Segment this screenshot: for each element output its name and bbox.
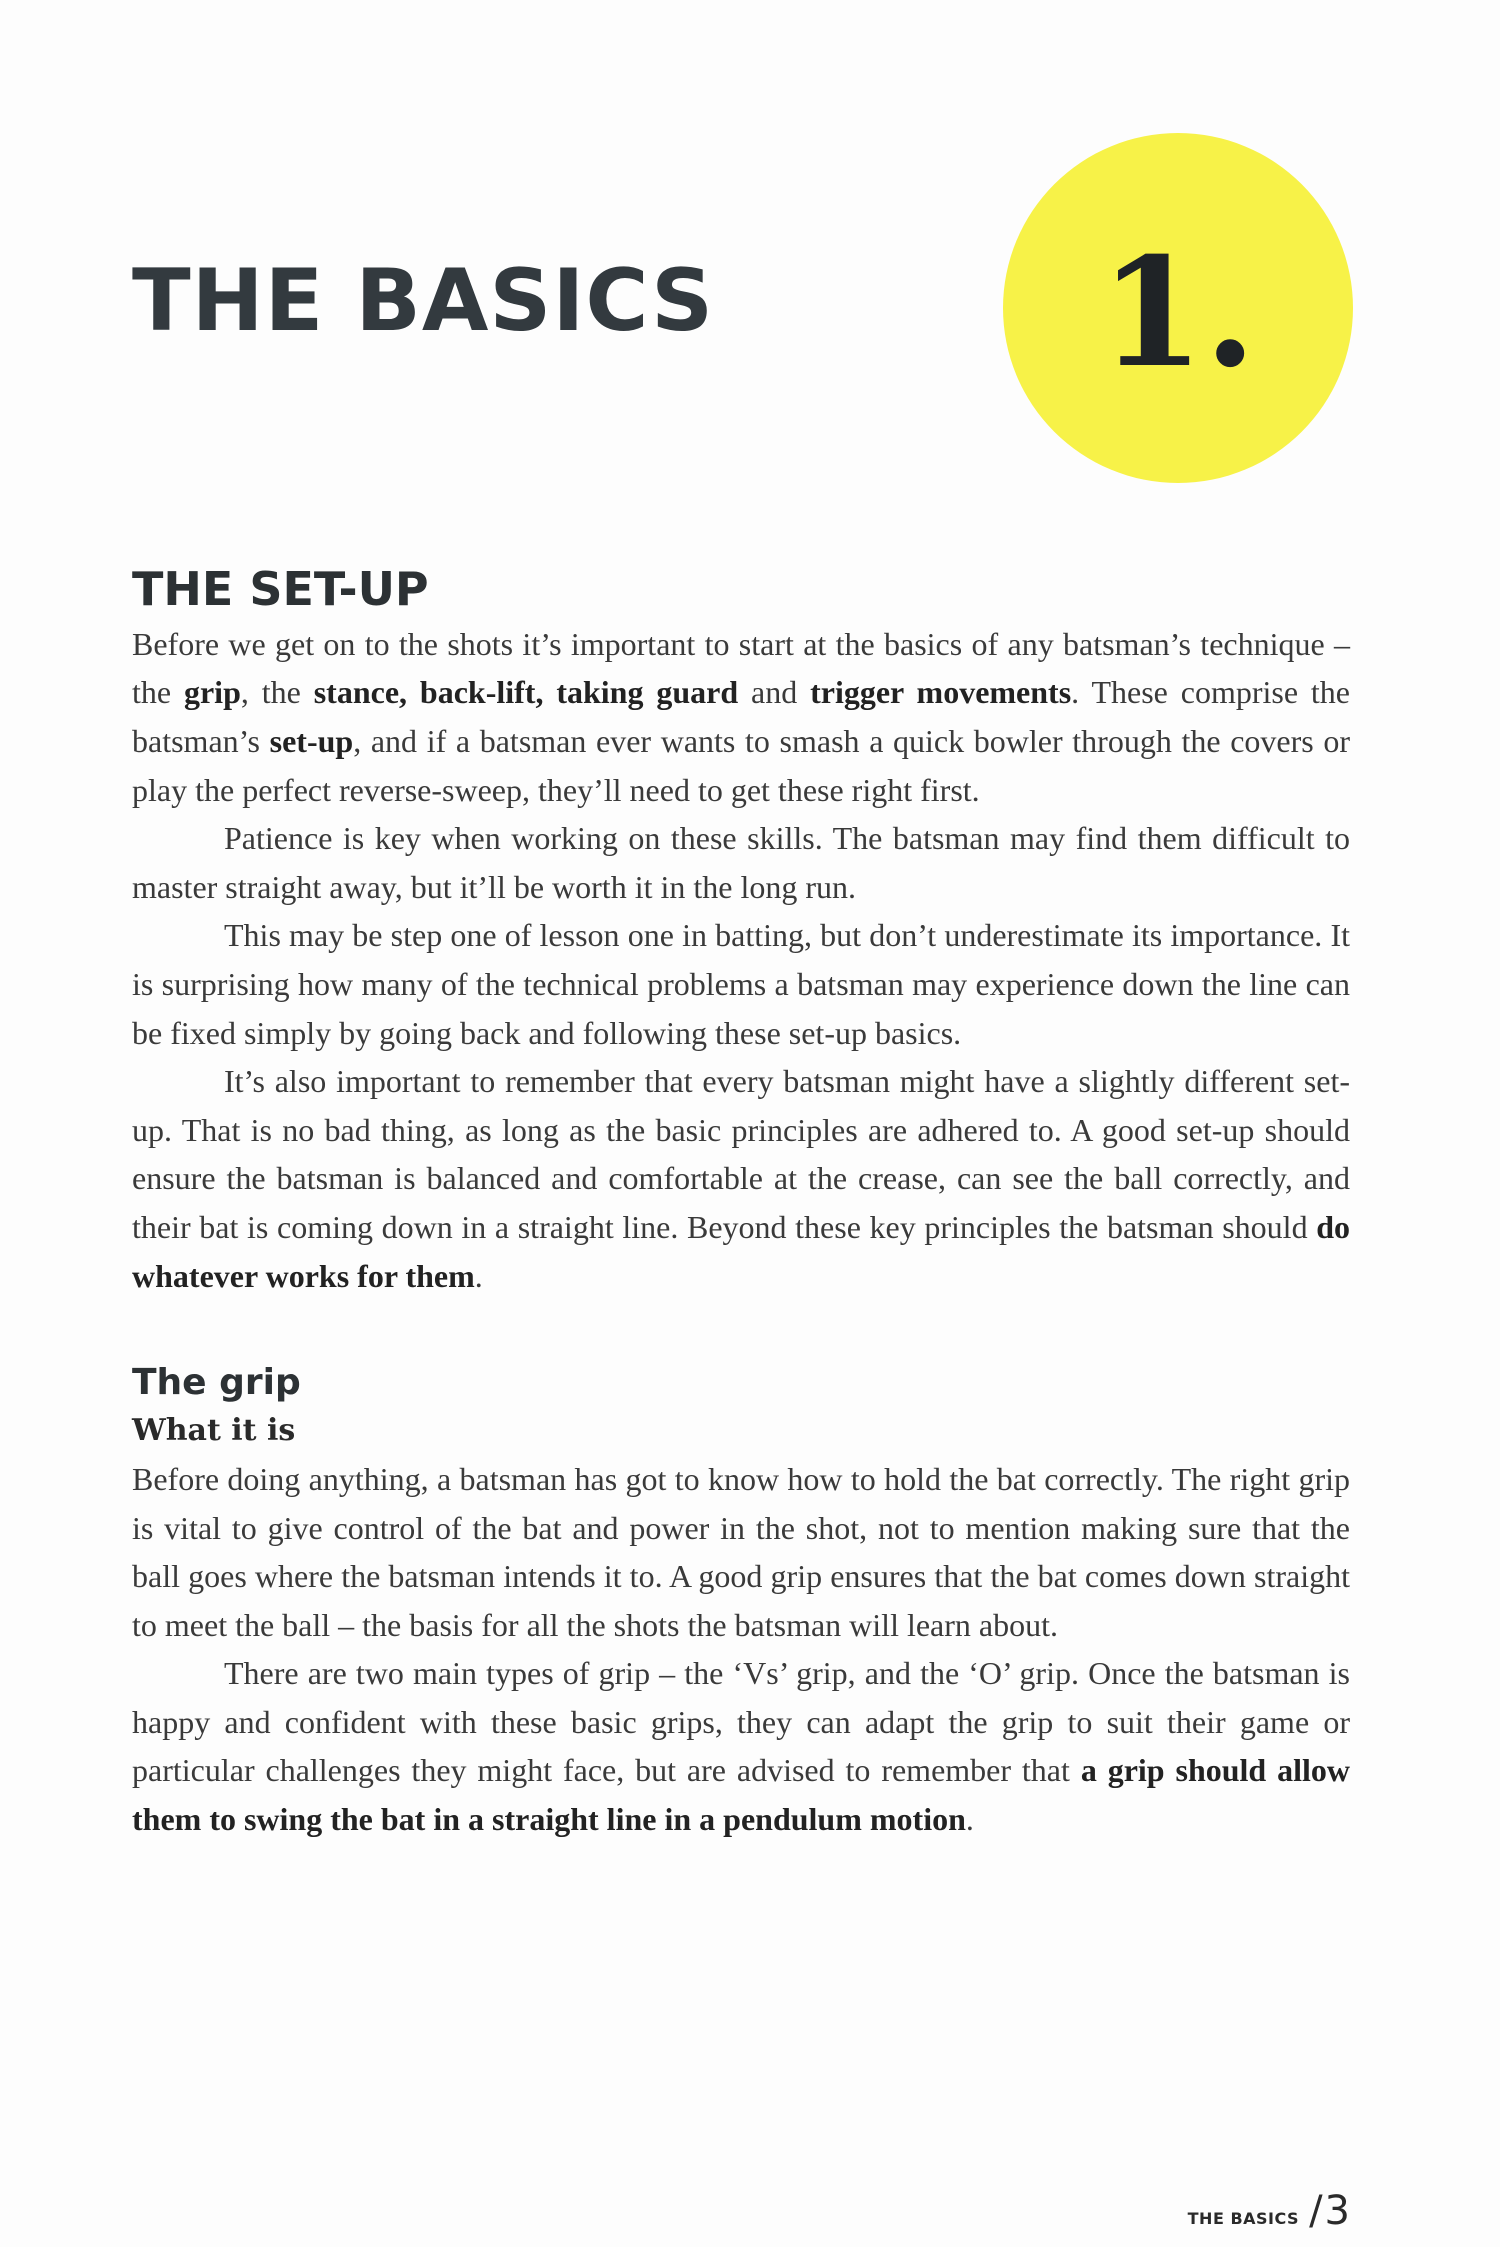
emphasis-text: grip [183,674,241,711]
page-footer [1188,2188,1350,2234]
grip-paragraph-1: Before doing anything, a batsman has got to know how to hold the bat correctly. The right grip is vital to give control of the bat and power in the shot, not to mention making sure that the ball goes where the batsman intends it to. A good grip ensures that the bat comes down straight to meet the ball – the basis for all the shots the batsman will learn about. [132,1460,1350,1643]
emphasis-text: trigger movements [810,674,1072,711]
footer-divider: / [1309,2188,1323,2234]
chapter-title: THE BASICS [132,251,715,351]
section-spacer [132,1300,1350,1360]
subheading-what-it-is: What it is [132,1412,296,1448]
emphasis-text: set-up [269,722,354,759]
setup-paragraph-2: Patience is key when working on these skills. The batsman may find them difficult to master straight away, but it’ll be worth it in the long run. [132,820,1350,905]
emphasis-text: stance, back-lift, taking guard [313,674,739,711]
section-heading-grip: The grip [132,1362,301,1404]
page-number: 3 [1324,2188,1350,2234]
emphasis-text: a grip should allow them to swing the bat in a straight line in a pendulum motion [132,1752,1351,1838]
setup-paragraph-3: This may be step one of lesson one in batting, but don’t underestimate its importance. It is surprising how many of the technical problems a batsman may experience down the line can be fixed simply by going back and following these set-up basics. [132,917,1350,1051]
section-heading-setup: THE SET-UP [132,562,429,616]
setup-paragraph-1: Before we get on to the shots it’s important to start at the basics of any batsman’s technique – the grip, the stance, back-lift, taking guard and trigger movements. These comprise the batsman’s set-up, and if a batsman ever wants to smash a quick bowler through the covers or play the perfect reverse-sweep, they’ll need to get these right first. [132,625,1351,808]
grip-paragraph-2: There are two main types of grip – the ‘Vs’ grip, and the ‘O’ grip. Once the batsman is happy and confident with these basic grips, they can adapt the grip to suit their game or particular challenges they might face, but are advised to remember that a grip should allow them to swing the bat in a straight line in a pendulum motion. [132,1655,1351,1838]
page-content [132,560,1350,1844]
setup-paragraph-4: It’s also important to remember that every batsman might have a slightly different set-up. That is no bad thing, as long as the basic principles are adhered to. A good set-up should ensure the batsman is balanced and comfortable at the crease, can see the ball correctly, and their bat is coming down in a straight line. Beyond these key principles the batsman should do whatever works for them. [132,1063,1350,1294]
emphasis-text: do whatever works for them [132,1208,1350,1294]
chapter-number: 1. [1099,225,1257,401]
footer-section-label: THE BASICS [1187,2209,1300,2228]
